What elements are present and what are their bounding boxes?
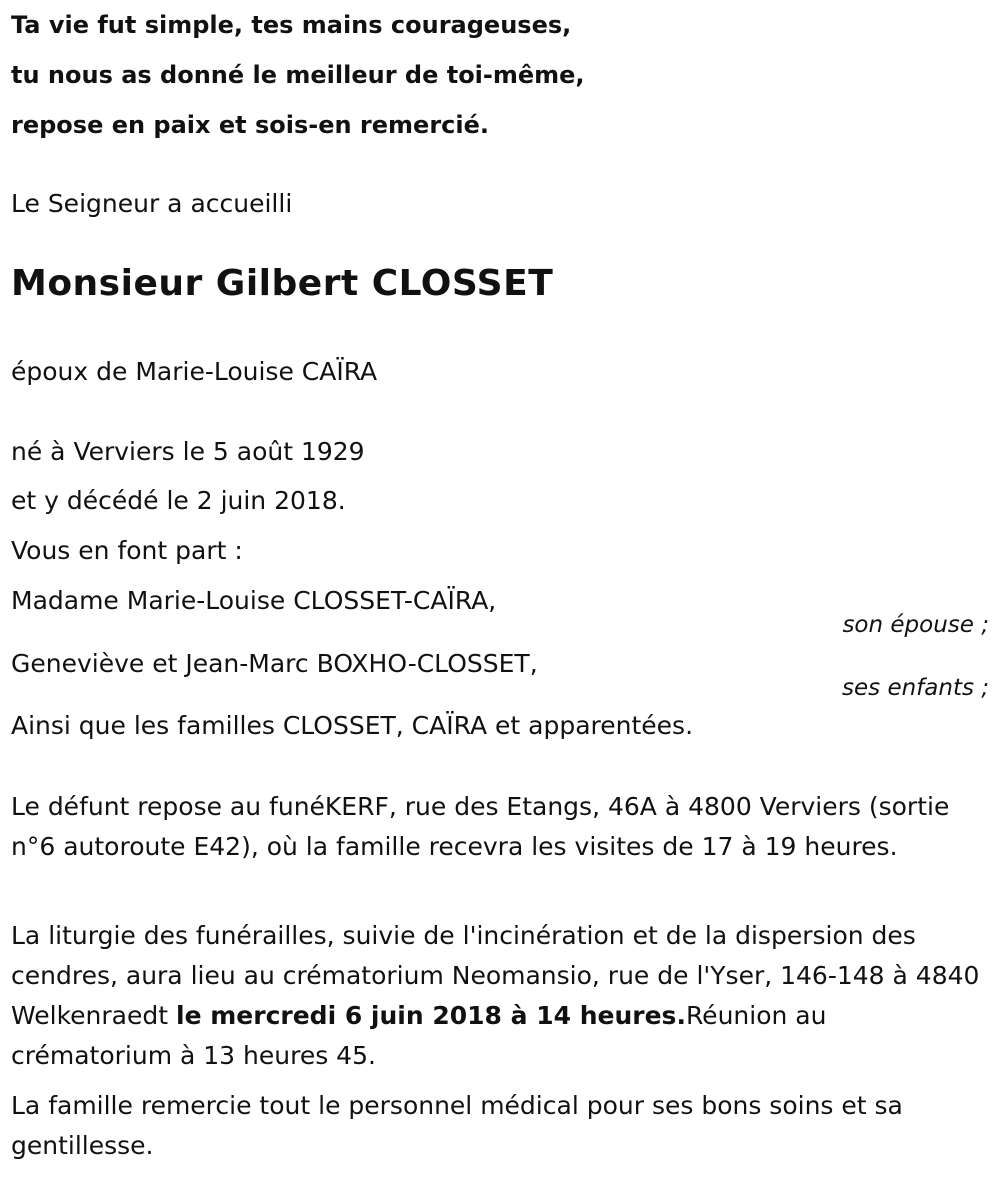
liturgy-paragraph — [11, 916, 986, 1076]
family-member-name: Madame Marie-Louise CLOSSET-CAÏRA, — [11, 586, 497, 615]
rest-paragraph: Le défunt repose au funéKERF, rue des Etangs, 46A à 4800 Verviers (sortie n°6 autoroute E42), où la famille recevra les visites de 17 à 19 heures. — [11, 792, 950, 861]
intro-text: Le Seigneur a accueilli — [11, 189, 293, 218]
announce-line: Vous en font part : — [11, 536, 243, 565]
poem-line-2: tu nous as donné le meilleur de toi-même, — [11, 61, 585, 89]
poem-line-3: repose en paix et sois-en remercié. — [11, 111, 490, 139]
family-member-role: son épouse ; — [842, 612, 989, 638]
birth-line: né à Verviers le 5 août 1929 — [11, 437, 365, 466]
thanks-paragraph: La famille remercie tout le personnel médical pour ses bons soins et sa gentillesse. — [11, 1091, 903, 1160]
poem-line-1: Ta vie fut simple, tes mains courageuses, — [11, 11, 572, 39]
liturgy-date-time: le mercredi 6 juin 2018 à 14 heures. — [176, 1001, 686, 1030]
family-member-role: ses enfants ; — [842, 675, 989, 701]
deceased-name: Monsieur Gilbert CLOSSET — [11, 263, 554, 304]
family-member-name: Geneviève et Jean-Marc BOXHO-CLOSSET, — [11, 649, 538, 678]
death-line: et y décédé le 2 juin 2018. — [11, 486, 346, 515]
liturgy-meeting-text: Réunion au crématorium à 13 heures 45. — [11, 1001, 827, 1070]
liturgy-text: La liturgie des funérailles, suivie de l'incinération et de la dispersion des cendres, aura lieu au crématorium Neomansio, rue de l'Yser, 146-148 à 4840 Welkenraedt — [11, 921, 980, 1030]
families-line: Ainsi que les familles CLOSSET, CAÏRA et apparentées. — [11, 711, 694, 740]
spouse-line: époux de Marie-Louise CAÏRA — [11, 357, 378, 386]
